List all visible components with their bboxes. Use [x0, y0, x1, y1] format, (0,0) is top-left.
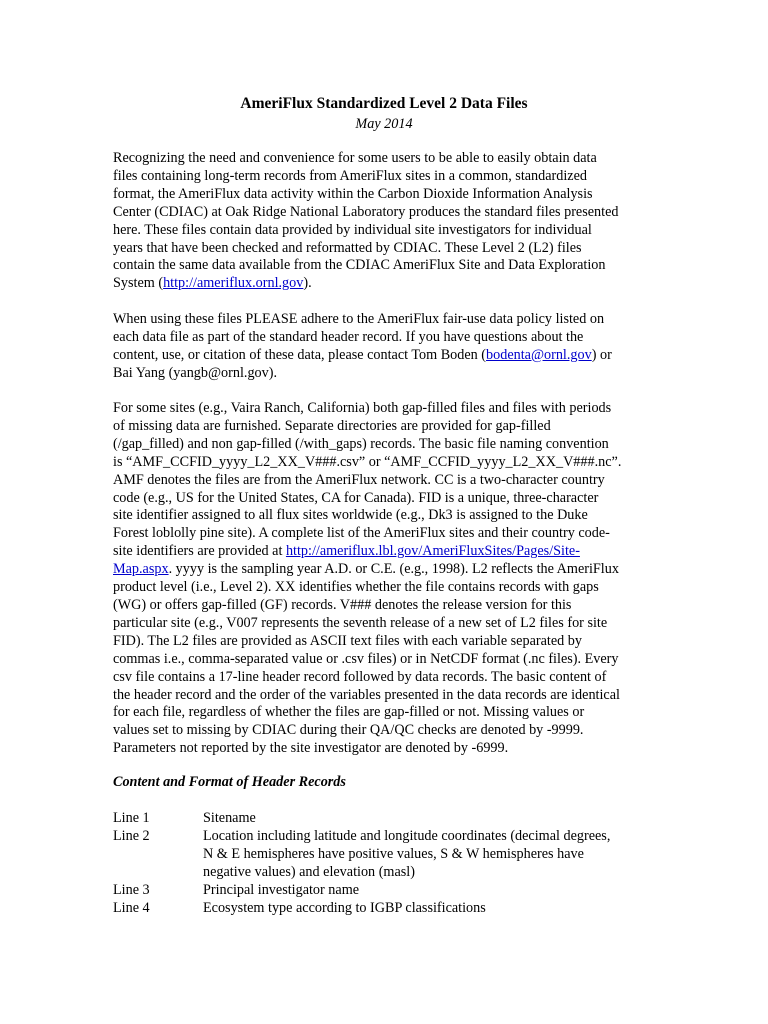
ameriflux-sites-link[interactable]: http://ameriflux.lbl.gov/AmeriFluxSites/Pages/Site- [285, 543, 580, 560]
record-line-label: Line 3 [113, 882, 150, 898]
paragraph-line: product level (i.e., Level 2). XX identifies whether the file contains records with gaps [113, 579, 599, 596]
paragraph-line: Forest loblolly pine site). A complete list of the AmeriFlux sites and their country code- [113, 525, 610, 542]
paragraph-line: site identifier assigned to all flux sites worldwide (e.g., Dk3 is assigned to the Duke [113, 507, 588, 524]
text-fragment: System ( [113, 275, 164, 292]
paragraph-line: each data file as part of the standard header record. If you have questions about the [113, 328, 584, 345]
paragraph-line: code (e.g., US for the United States, CA for Canada). FID is a unique, three-character [113, 489, 599, 506]
usage-paragraph [113, 311, 658, 383]
text-fragment: . yyyy is the sampling year A.D. or C.E. (e.g., 1998). L2 reflects the AmeriFlux [168, 561, 619, 578]
record-line-label: Line 1 [113, 810, 150, 826]
paragraph-line: the header record and the order of the variables presented in the data records are identical [113, 686, 620, 703]
record-description [203, 810, 673, 828]
paragraph-line: FID). The L2 files are provided as ASCII text files with each variable separated by [113, 632, 582, 649]
paragraph-line [113, 561, 658, 579]
ameriflux-ornl-link[interactable]: http://ameriflux.ornl.gov [163, 275, 304, 292]
record-description [203, 900, 673, 918]
record-line-label: Line 2 [113, 828, 150, 844]
paragraph-line: contain the same data available from the CDIAC AmeriFlux Site and Data Exploration [113, 257, 606, 274]
paragraph-line: particular site (e.g., V007 represents the seventh release of a new set of L2 files for site [113, 614, 608, 631]
paragraph-line: (WG) or offers gap-filled (GF) records. V### denotes the release version for this [113, 596, 572, 613]
document-date: May 2014 [355, 116, 413, 132]
paragraph-line: years that have been checked and reformatted by CDIAC. These Level 2 (L2) files [113, 239, 582, 256]
paragraph-line: Recognizing the need and convenience for some users to be able to easily obtain data [113, 150, 597, 166]
record-line-label: Line 4 [113, 900, 150, 916]
description-line: Location including latitude and longitude coordinates (decimal degrees, [203, 828, 611, 844]
paragraph-line: commas i.e., comma-separated value or .csv files) or in NetCDF format (.nc files). Every [113, 650, 619, 667]
text-fragment: ) or [591, 346, 612, 363]
naming-paragraph [113, 400, 658, 758]
paragraph-line: for each file, regardless of whether the files are gap-filled or not. Missing values or [113, 704, 585, 721]
text-fragment: content, use, or citation of these data, please contact Tom Boden ( [113, 346, 487, 363]
paragraph-line: format, the AmeriFlux data activity within the Carbon Dioxide Information Analysis [113, 185, 593, 202]
paragraph-line: For some sites (e.g., Vaira Ranch, California) both gap-filled files and files with periods [113, 400, 612, 416]
paragraph-line: (/gap_filled) and non gap-filled (/with_gaps) records. The basic file naming convention [113, 435, 609, 452]
description-line: Principal investigator name [203, 882, 360, 898]
paragraph-line: Parameters not reported by the site investigator are denoted by -6999. [113, 740, 509, 757]
text-fragment: ). [303, 275, 312, 292]
document-title: AmeriFlux Standardized Level 2 Data Files [240, 95, 528, 112]
description-line: negative values) and elevation (masl) [203, 863, 415, 880]
paragraph-line: Bai Yang (yangb@ornl.gov). [113, 364, 277, 381]
paragraph-line: Center (CDIAC) at Oak Ridge National Laboratory produces the standard files presented [113, 203, 619, 220]
paragraph-line: is “AMF_CCFID_yyyy_L2_XX_V###.csv” or “AMF_CCFID_yyyy_L2_XX_V###.nc”. [113, 453, 622, 470]
record-description [203, 828, 673, 882]
record-description [203, 882, 673, 900]
paragraph-line: of missing data are furnished. Separate directories are provided for gap-filled [113, 417, 551, 434]
paragraph-line: files containing long-term records from AmeriFlux sites in a common, standardized [113, 167, 587, 184]
section-heading: Content and Format of Header Records [113, 774, 346, 790]
paragraph-line: csv file contains a 17-line header record followed by data records. The basic content of [113, 668, 607, 685]
paragraph-line [113, 275, 658, 293]
paragraph-line [113, 347, 658, 365]
paragraph-line [113, 543, 658, 561]
text-fragment: site identifiers are provided at [113, 543, 286, 560]
description-line: Sitename [203, 810, 256, 826]
ameriflux-sites-link-continued[interactable]: Map.aspx [113, 561, 169, 578]
description-line: Ecosystem type according to IGBP classifications [203, 900, 486, 916]
intro-paragraph [113, 150, 658, 293]
email-link-bodenta[interactable]: bodenta@ornl.gov [486, 346, 592, 363]
paragraph-line: When using these files PLEASE adhere to the AmeriFlux fair-use data policy listed on [113, 311, 605, 327]
paragraph-line: here. These files contain data provided by individual site investigators for individual [113, 221, 592, 238]
paragraph-line: values set to missing by CDIAC during their QA/QC checks are denoted by -9999. [113, 722, 584, 739]
description-line: N & E hemispheres have positive values, S & W hemispheres have [203, 845, 584, 862]
paragraph-line: AMF denotes the files are from the AmeriFlux network. CC is a two-character country [113, 471, 605, 488]
